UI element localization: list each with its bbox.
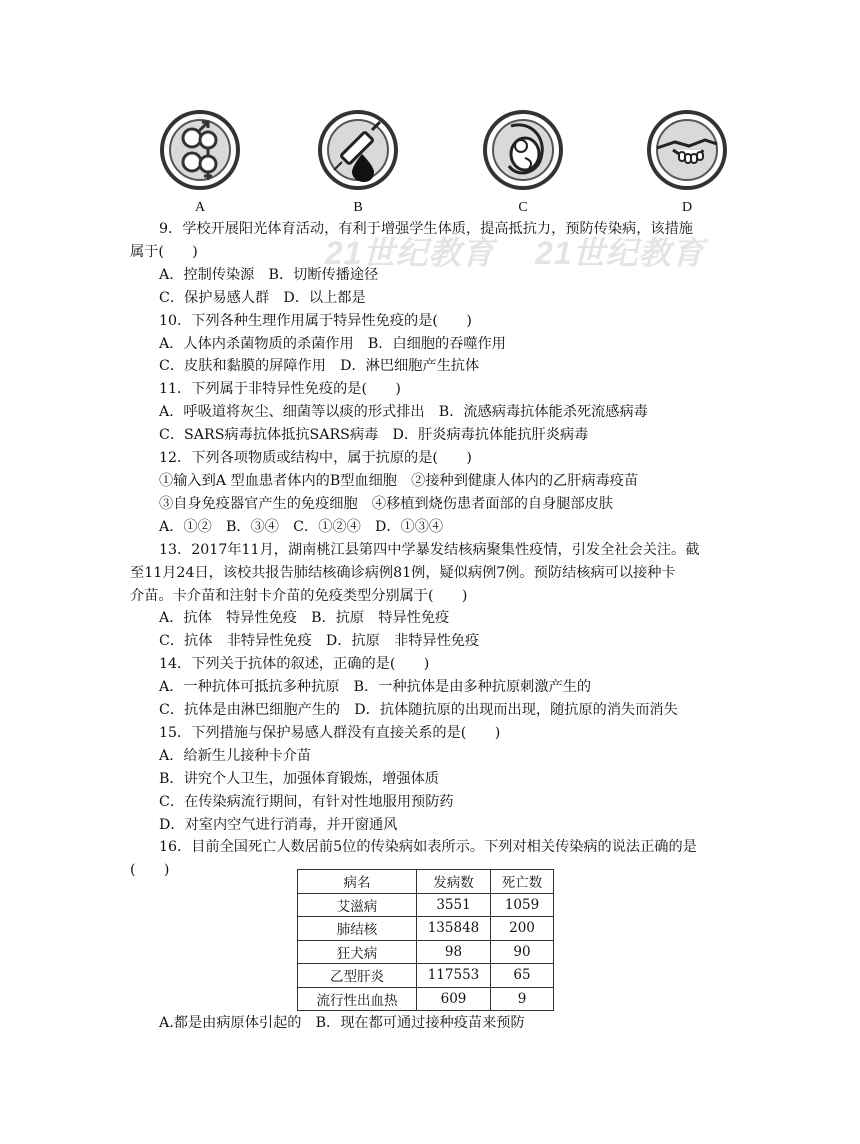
figure-label-d: D: [681, 200, 693, 215]
figure-label-b: B: [353, 200, 363, 215]
q15-option-a: A．给新生儿接种卡介苗: [159, 747, 312, 764]
q12-items-12: ①输入到A 型血患者体内的B型血细胞 ②接种到健康人体内的乙肝病毒疫苗: [159, 472, 639, 489]
table-cell: 3551: [417, 893, 491, 917]
q9-options-cd: C．保护易感人群 D．以上都是: [159, 289, 366, 306]
disease-table: [297, 869, 554, 1011]
q16-stem: 16．目前全国死亡人数居前5位的传染病如表所示。下列对相关传染病的说法正确的是: [159, 839, 697, 856]
table-cell: 乙型肝炎: [298, 964, 417, 988]
fetus-in-womb-icon: [478, 108, 568, 218]
table-header: 发病数: [417, 870, 491, 894]
q16-stem-cont: ( ): [130, 862, 170, 879]
q15-option-d: D．对室内空气进行消毒，并开窗通风: [159, 816, 398, 833]
table-row: [298, 893, 554, 917]
q9-options-ab: A．控制传染源 B．切断传播途径: [159, 266, 379, 283]
table-row: [298, 940, 554, 964]
q15-option-b: B．讲究个人卫生，加强体育锻炼，增强体质: [159, 770, 439, 787]
table-cell: 135848: [417, 917, 491, 941]
table-cell: 98: [417, 940, 491, 964]
q13-stem: 13．2017年11月，湖南桃江县第四中学暴发结核病聚集性疫情，引发全社会关注。截: [159, 541, 700, 558]
watermark: 21世纪教育: [325, 235, 495, 271]
q13-options-cd: C．抗体 非特异性免疫 D．抗原 非特异性免疫: [159, 633, 480, 650]
q15-option-c: C．在传染病流行期间，有针对性地服用预防药: [159, 793, 454, 810]
table-row: [298, 987, 554, 1011]
q12-options: A．①② B．③④ C．①②④ D．①③④: [159, 518, 444, 535]
table-row: [298, 964, 554, 988]
q13-stem-cont: 至11月24日，该校共报告肺结核确诊病例81例，疑似病例7例。预防结核病可以接种卡: [130, 564, 676, 581]
table-cell: 艾滋病: [298, 893, 417, 917]
table-cell: 609: [417, 987, 491, 1011]
q16-options-ab: A.都是由病原体引起的 B．现在都可通过接种疫苗来预防: [159, 1015, 525, 1031]
q9-stem: 9．学校开展阳光体育活动，有利于增强学生体质，提高抵抗力，预防传染病，该措施: [159, 221, 693, 237]
q14-stem: 14．下列关于抗体的叙述，正确的是( ): [159, 656, 430, 673]
q10-options-ab: A．人体内杀菌物质的杀菌作用 B．白细胞的吞噬作用: [159, 335, 506, 352]
q12-items-34: ③自身免疫器官产生的免疫细胞 ④移植到烧伤患者面部的自身腿部皮肤: [159, 495, 614, 512]
table-cell: 狂犬病: [298, 940, 417, 964]
table-row: [298, 917, 554, 941]
q10-options-cd: C．皮肤和黏膜的屏障作用 D．淋巴细胞产生抗体: [159, 358, 480, 375]
table-cell: 117553: [417, 964, 491, 988]
figure-label-c: C: [518, 200, 528, 215]
table-cell: 200: [491, 917, 554, 941]
q10-stem: 10．下列各种生理作用属于特异性免疫的是( ): [159, 312, 472, 329]
q14-options-cd: C．抗体是由淋巴细胞产生的 D．抗体随抗原的出现而出现，随抗原的消失而消失: [159, 702, 678, 719]
table-cell: 65: [491, 964, 554, 988]
table-header-row: [298, 870, 554, 894]
table-header: 死亡数: [491, 870, 554, 894]
gender-symbols-icon: [155, 108, 245, 218]
table-cell: 9: [491, 987, 554, 1011]
table-cell: 90: [491, 940, 554, 964]
q14-options-ab: A．一种抗体可抵抗多种抗原 B．一种抗体是由多种抗原刺激产生的: [159, 679, 592, 696]
q15-stem: 15．下列措施与保护易感人群没有直接关系的是( ): [159, 724, 501, 741]
q13-options-ab: A．抗体 特异性免疫 B．抗原 特异性免疫: [159, 610, 450, 627]
table-header: 病名: [298, 870, 417, 894]
table-cell: 1059: [491, 893, 554, 917]
q13-stem-cont2: 介苗。卡介苗和注射卡介苗的免疫类型分别属于( ): [130, 587, 468, 604]
q11-options-ab: A．呼吸道将灰尘、细菌等以痰的形式排出 B．流感病毒抗体能杀死流感病毒: [159, 404, 648, 421]
table-cell: 流行性出血热: [298, 987, 417, 1011]
syringe-blood-drop-icon: [313, 108, 403, 218]
q11-options-cd: C．SARS病毒抗体抵抗SARS病毒 D．肝炎病毒抗体能抗肝炎病毒: [159, 427, 589, 444]
q9-stem-cont: 属于( ): [130, 243, 198, 260]
q12-stem: 12．下列各项物质或结构中，属于抗原的是( ): [159, 450, 472, 467]
watermark: 21世纪教育: [535, 235, 705, 271]
question-text: [130, 218, 730, 882]
handshake-icon: [642, 108, 732, 218]
q11-stem: 11．下列属于非特异性免疫的是( ): [159, 381, 401, 398]
figure-label-a: A: [194, 200, 206, 215]
table-cell: 肺结核: [298, 917, 417, 941]
